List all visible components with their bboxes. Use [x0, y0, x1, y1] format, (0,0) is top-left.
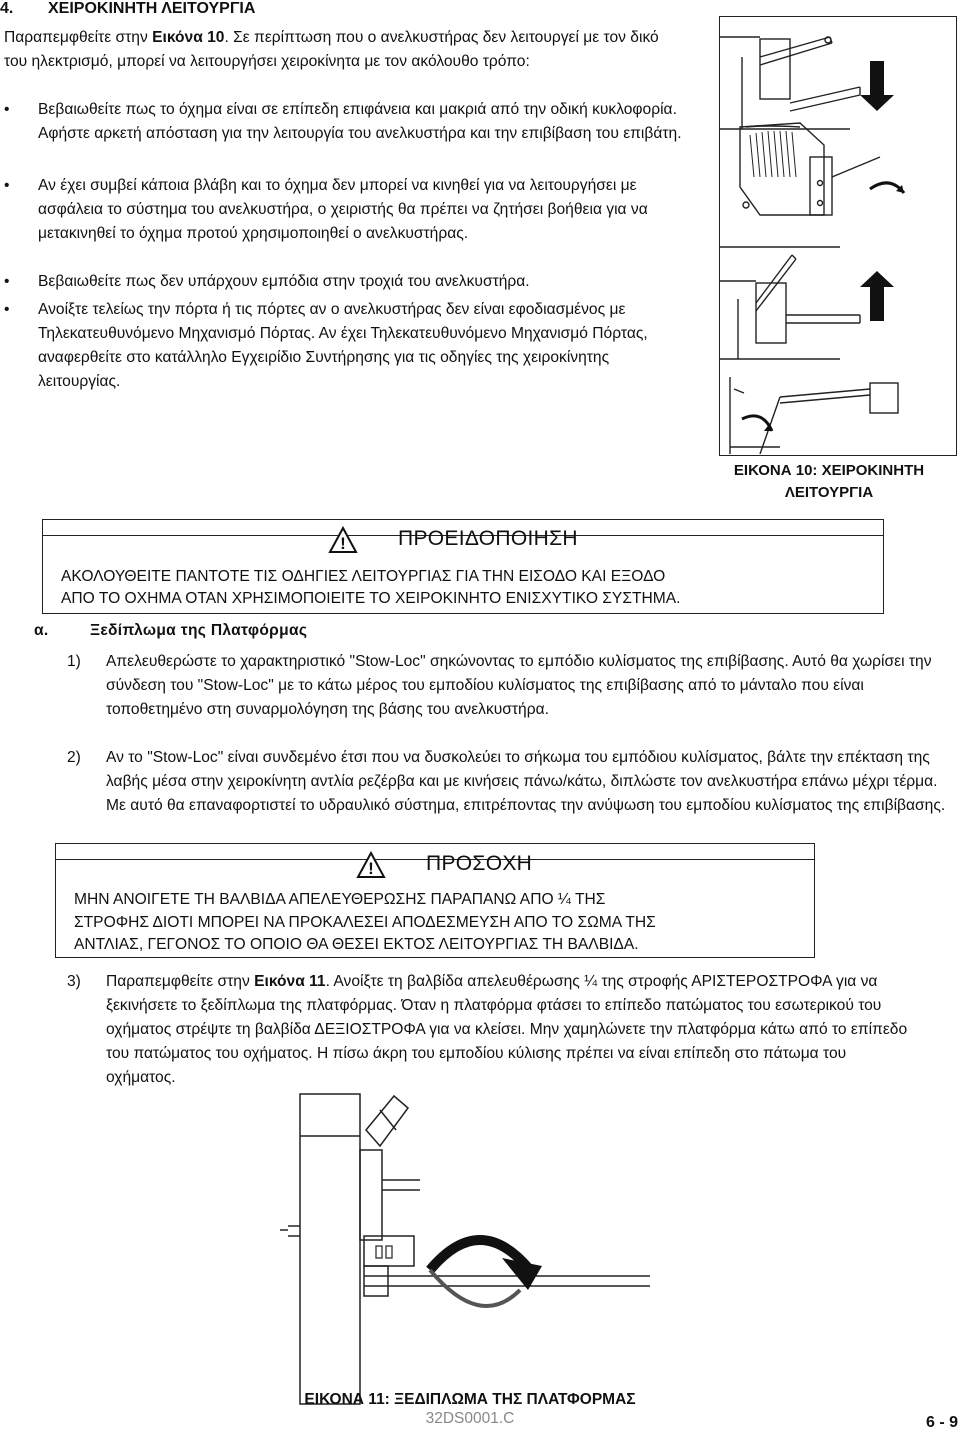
caution-text-line: ΜΗΝ ΑΝΟΙΓΕΤΕ ΤΗ ΒΑΛΒΙΔΑ ΑΠΕΛΕΥΘΕΡΩΣΗΣ ΠΑΡΑΠΑΝΩ ΑΠΟ ¼ ΤΗΣ [74, 891, 606, 908]
section-number: 4. [0, 0, 14, 17]
document-id: 32DS0001.C [425, 1410, 515, 1427]
page-number: 6 - 9 [925, 1414, 958, 1431]
section-title: ΧΕΙΡΟΚΙΝΗΤΗ ΛΕΙΤΟΥΡΓΙΑ [48, 0, 256, 17]
bullet-item [4, 270, 684, 294]
caution-text [74, 889, 656, 957]
figure-11-caption: ΕΙΚΟΝΑ 11: ΞΕΔΙΠΛΩΜΑ ΤΗΣ ΠΛΑΤΦΟΡΜΑΣ [304, 1391, 636, 1408]
subsection-title: Ξεδίπλωμα της Πλατφόρμας [90, 622, 308, 639]
warning-text-line: ΑΚΟΛΟΥΘΕΙΤΕ ΠΑΝΤΟΤΕ ΤΙΣ ΟΔΗΓΙΕΣ ΛΕΙΤΟΥΡΓΙΑΣ ΓΙΑ ΤΗΝ ΕΙΣΟΔΟ ΚΑΙ ΕΞΟΔΟ [61, 568, 666, 585]
caution-text-line: ΣΤΡΟΦΗΣ ΔΙΟΤΙ ΜΠΟΡΕΙ ΝΑ ΠΡΟΚΑΛΕΣΕΙ ΑΠΟΔΕΣΜΕΥΣΗ ΑΠΟ ΤΟ ΣΩΜΑ ΤΗΣ [74, 913, 656, 931]
figure-10-caption-line: ΕΙΚΟΝΑ 10: ΧΕΙΡΟΚΙΝΗΤΗ [733, 462, 925, 479]
warning-text-line: ΑΠΟ ΤΟ ΟΧΗΜΑ ΟΤΑΝ ΧΡΗΣΙΜΟΠΟΙΕΙΤΕ ΤΟ ΧΕΙΡΟΚΙΝΗΤΟ ΕΝΙΣΧΥΤΙΚΟ ΣΥΣΤΗΜΑ. [61, 590, 681, 607]
warning-text [61, 566, 680, 610]
step-item [67, 970, 917, 1090]
step3-text-after: . Ανοίξτε τη βαλβίδα απελευθέρωσης ¼ της στροφής ΑΡΙΣΤΕΡΟΣΤΡΟΦΑ για να ξεκινήσετε το ξεδίπλωμα της πλατφόρμας. Όταν η πλατφόρμα φτάσει το επίπεδο πατώματος του εσωτερικού του οχήματος στρέψτε τη βαλβίδα ΔΕΞΙΟΣΤΡΟΦΑ για να κλείσει. Μην χαμηλώνετε την πλατφόρμα κάτω από το επίπεδο του πατώματος του οχήματος. Η πίσω άκρη του εμποδίου κύλισης πρέπει να είναι επίπεδη στο πάτωμα του οχήματος. [106, 973, 908, 1086]
bullet-dot: • [4, 177, 10, 194]
intro-text-before: Παραπεμφθείτε στην [4, 29, 153, 46]
bullet-dot: • [4, 273, 10, 290]
figure-10-reference: Εικόνα 10 [152, 29, 225, 46]
step-number: 1) [67, 653, 81, 670]
step3-text-before: Παραπεμφθείτε στην [106, 973, 255, 990]
figure-10-illustration [719, 16, 957, 456]
subsection-letter: α. [34, 622, 49, 639]
caution-title: ΠΡΟΣΟΧΗ [426, 852, 533, 875]
svg-text:!: ! [340, 534, 346, 553]
caution-box [55, 843, 815, 958]
step-item [67, 650, 960, 722]
step-text: Απελευθερώστε το χαρακτηριστικό "Stow-Loc" σηκώνοντας το εμπόδιο κυλίσματος της επιβίβασης. Αυτό θα χωρίσει την σύνδεση του "Stow-Loc" με το κάτω μέρος του εμποδίου κυλίσματος της επιβίβασης από το μάνταλο που είναι τοποθετημένο στη συναρμολόγηση της βάσης του ανελκυστήρα. [106, 653, 932, 718]
figure-11-drawing [280, 1090, 650, 1410]
arrow-up-icon [860, 271, 894, 321]
figure-10-caption [700, 460, 958, 504]
figure-10-drawing [720, 17, 955, 454]
bullet-text: Ανοίξτε τελείως την πόρτα ή τις πόρτες αν ο ανελκυστήρας δεν είναι εφοδιασμένος με Τηλεκατευθυνόμενο Μηχανισμό Πόρτας. Αν έχει Τηλεκατευθυνόμενο Μηχανισμό Πόρτας, αναφερθείτε στο κατάλληλο Εγχειρίδιο Συντήρησης για τις οδηγίες της χειροκίνητης λειτουργίας. [38, 301, 648, 390]
arrow-down-icon [860, 61, 894, 111]
bullet-dot: • [4, 101, 10, 118]
bullet-text: Αν έχει συμβεί κάποια βλάβη και το όχημα δεν μπορεί να κινηθεί για να λειτουργήσει με ασφάλεια το σύστημα του ανελκυστήρα, ο χειριστής θα πρέπει να ζητήσει βοήθεια για να μετακινηθεί το όχημα προτού χρησιμοποιηθεί ο ανελκυστήρας. [38, 177, 648, 242]
svg-text:!: ! [368, 859, 374, 878]
subsection-heading [34, 622, 307, 640]
bullet-text: Βεβαιωθείτε πως το όχημα είναι σε επίπεδη επιφάνεια και μακριά από την οδική κυκλοφορία. Αφήστε αρκετή απόσταση για την λειτουργία του ανελκυστήρα και την επιβίβαση του επιβάτη. [38, 101, 682, 142]
figure-11-reference: Εικόνα 11 [254, 973, 326, 990]
step-text: Αν το "Stow-Loc" είναι συνδεμένο έτσι που να δυσκολεύει το σήκωμα του εμπόδιου κυλίσματος, βάλτε την επέκταση της λαβής μέσα στην χειροκίνητη αντλία ρεζέρβα και με κινήσεις πάνω/κάτω, διπλώστε τον ανελκυστήρα επάνω μέχρι τέρμα. Με αυτό θα επαναφορτιστεί το υδραυλικό σύστημα, επιτρέποντας την ανύψωση του εμποδίου κυλίσματος της επιβίβασης. [106, 749, 946, 814]
bullet-item [4, 98, 684, 146]
step-number: 2) [67, 749, 81, 766]
warning-box [42, 519, 884, 614]
bullet-item [4, 298, 684, 394]
bullet-dot: • [4, 301, 10, 318]
bullet-text: Βεβαιωθείτε πως δεν υπάρχουν εμπόδια στην τροχιά του ανελκυστήρα. [38, 273, 530, 290]
figure-10-caption-line: ΛΕΙΤΟΥΡΓΙΑ [784, 484, 874, 501]
figure-11-illustration [280, 1090, 650, 1410]
intro-paragraph [4, 26, 684, 74]
warning-triangle-icon [356, 851, 386, 879]
step-item [67, 746, 960, 818]
step-text [106, 970, 917, 1090]
footer-docid-wrap [380, 1410, 560, 1429]
bullet-item [4, 174, 684, 246]
warning-triangle-icon [328, 526, 358, 554]
section-heading [0, 0, 255, 18]
caution-text-line: ΑΝΤΛΙΑΣ, ΓΕΓΟΝΟΣ ΤΟ ΟΠΟΙΟ ΘΑ ΘΕΣΕΙ ΕΚΤΟΣ ΛΕΙΤΟΥΡΓΙΑΣ ΤΗ ΒΑΛΒΙΔΑ. [74, 936, 639, 953]
step-number: 3) [67, 973, 81, 990]
warning-title: ΠΡΟΕΙΔΟΠΟΙΗΣΗ [398, 527, 578, 550]
intro-text-after: . Σε περίπτωση που ο ανελκυστήρας δεν λειτουργεί με τον δικό του ηλεκτρισμό, μπορεί να λειτουργήσει χειροκίνητα με τον ακόλουθο τρόπο: [4, 29, 659, 70]
